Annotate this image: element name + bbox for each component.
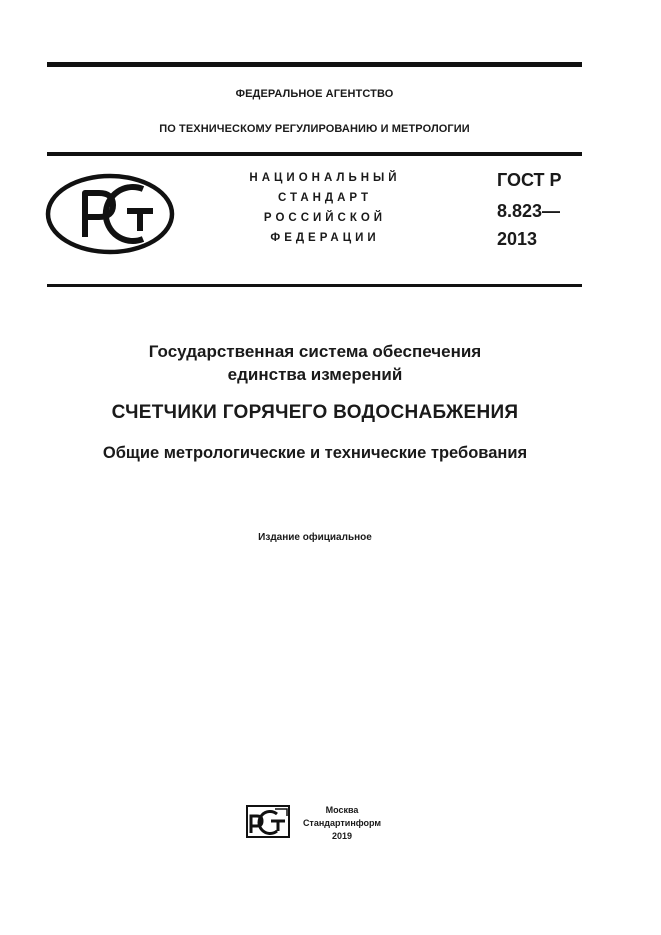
series-title-line-2: единства измерений [227, 365, 403, 384]
document-subtitle: Общие метрологические и технические требования [102, 444, 528, 462]
middle-rule [47, 152, 582, 156]
gost-designation-line-3: 2013 [497, 229, 538, 249]
document-main-title: СЧЕТЧИКИ ГОРЯЧЕГО ВОДОСНАБЖЕНИЯ [111, 402, 519, 423]
agency-name-line-2: ПО ТЕХНИЧЕСКОМУ РЕГУЛИРОВАНИЮ И МЕТРОЛОГИИ [159, 123, 470, 135]
bottom-rule [47, 284, 582, 287]
publisher-name: Стандартинформ [302, 818, 382, 828]
gost-designation-line-1: ГОСТ Р [497, 170, 562, 190]
standard-label-line-1: НАЦИОНАЛЬНЫЙ [249, 172, 401, 184]
standard-label-line-4: ФЕДЕРАЦИИ [270, 232, 380, 244]
top-rule [47, 62, 582, 67]
standard-label-line-3: РОССИЙСКОЙ [263, 212, 387, 224]
standard-label-line-2: СТАНДАРТ [278, 192, 372, 204]
standartinform-logo-icon [245, 804, 291, 839]
gost-designation-line-2: 8.823— [497, 201, 561, 221]
series-title-line-1: Государственная система обеспечения [148, 342, 482, 361]
pct-certification-mark-icon [45, 173, 175, 255]
publisher-city: Москва [325, 805, 359, 815]
edition-label: Издание официальное [258, 532, 372, 543]
agency-name-line-1: ФЕДЕРАЛЬНОЕ АГЕНТСТВО [235, 88, 394, 100]
publication-year: 2019 [331, 831, 353, 841]
